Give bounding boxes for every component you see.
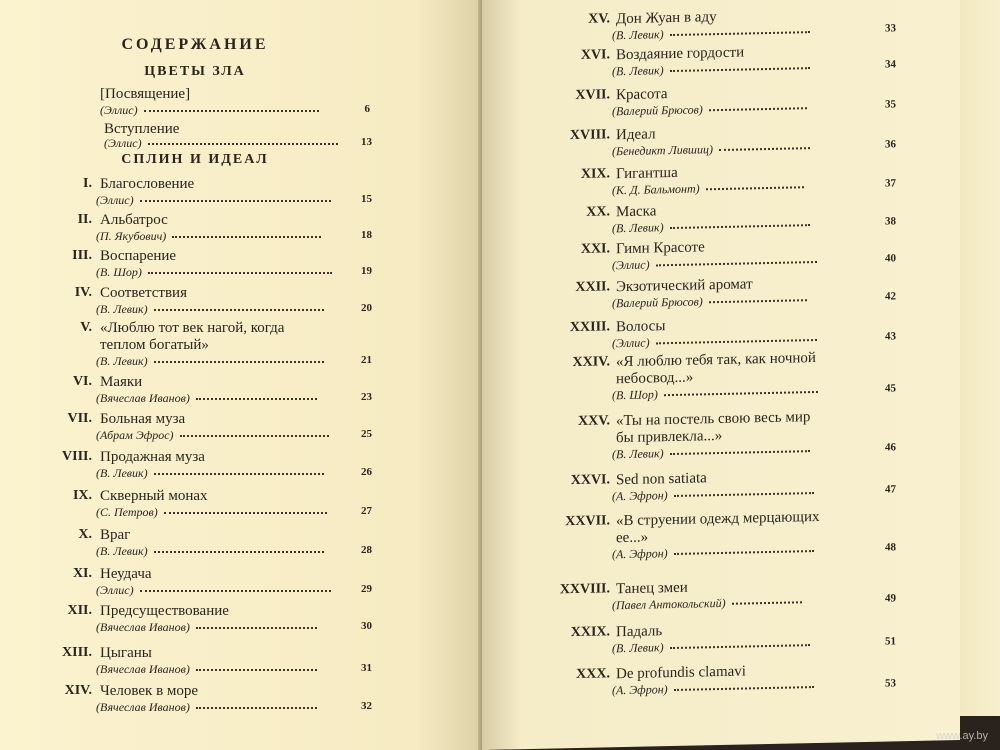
entry-page: 48 xyxy=(885,541,896,554)
section-title-spleen-ideal: СПЛИН И ИДЕАЛ xyxy=(121,152,269,167)
entry-translator: (А. Эфрон) xyxy=(612,679,814,698)
entry-translator: (Эллис) xyxy=(96,193,331,208)
entry-number: V. xyxy=(80,320,92,335)
entry-translator: (В. Шор) xyxy=(612,384,818,403)
entry-translator: (В. Левик) xyxy=(612,24,810,43)
entry-title: Воздаяние гордости xyxy=(616,44,745,64)
right-page xyxy=(482,0,960,750)
entry-title-continued: ее...» xyxy=(616,529,649,547)
entry-title: Гигантша xyxy=(616,164,678,183)
entry-title: Человек в море xyxy=(100,683,199,699)
entry-title: Дон Жуан в аду xyxy=(616,9,717,28)
entry-page: 38 xyxy=(885,215,896,228)
entry-translator: (Вячеслав Иванов) xyxy=(96,391,317,406)
entry-page: 36 xyxy=(885,138,896,151)
entry-number: XXVI. xyxy=(570,472,610,489)
entry-title: Танец змеи xyxy=(616,579,688,598)
entry-title: [Посвящение] xyxy=(100,86,191,102)
entry-page: 29 xyxy=(361,583,372,595)
entry-page: 32 xyxy=(361,700,372,712)
entry-page: 46 xyxy=(885,441,896,454)
entry-title: Альбатрос xyxy=(100,212,168,228)
entry-title: Соответствия xyxy=(100,285,187,301)
entry-page: 42 xyxy=(885,290,896,303)
entry-translator: (В. Левик) xyxy=(96,544,324,559)
entry-page: 51 xyxy=(885,635,896,648)
entry-page: 45 xyxy=(885,382,896,395)
entry-title: Идеал xyxy=(616,126,656,144)
entry-page: 47 xyxy=(885,483,896,496)
entry-translator: (В. Левик) xyxy=(612,60,810,79)
entry-number: III. xyxy=(72,248,92,263)
entry-number: XXII. xyxy=(575,279,610,296)
entry-translator: (Вячеслав Иванов) xyxy=(96,700,317,715)
entry-translator: (В. Левик) xyxy=(96,302,324,317)
entry-number: XV. xyxy=(588,11,610,27)
entry-page: 23 xyxy=(361,391,372,403)
entry-number: IX. xyxy=(72,488,92,503)
entry-title-continued: бы привлекла...» xyxy=(616,427,723,447)
entry-page: 53 xyxy=(885,677,896,690)
entry-title: Волосы xyxy=(616,318,666,336)
entry-number: XXIX. xyxy=(570,624,610,641)
entry-title: Воспарение xyxy=(100,248,177,264)
entry-page: 20 xyxy=(361,302,372,314)
entry-number: XXX. xyxy=(576,666,610,683)
entry-page: 19 xyxy=(361,265,372,277)
entry-translator: (К. Д. Бальмонт) xyxy=(612,179,804,198)
entry-page: 26 xyxy=(361,466,372,478)
entry-number: X. xyxy=(78,527,92,542)
entry-title: «Ты на постель свою весь мир xyxy=(616,409,811,430)
entry-page: 31 xyxy=(361,662,372,674)
entry-number: XVIII. xyxy=(569,127,610,144)
entry-translator: (Эллис) xyxy=(100,103,319,118)
entry-title: Sed non satiata xyxy=(616,470,707,489)
entry-title: Падаль xyxy=(616,623,663,641)
entry-title: De profundis clamavi xyxy=(616,663,746,683)
watermark: www.ay.by xyxy=(936,730,988,742)
entry-translator: (Валерий Брюсов) xyxy=(612,100,807,119)
entry-page: 6 xyxy=(364,103,370,115)
entry-title: «Я люблю тебя так, как ночной xyxy=(616,350,816,371)
entry-title-continued: теплом богатый» xyxy=(100,337,209,353)
entry-title: Скверный монах xyxy=(100,488,208,504)
entry-number: XVI. xyxy=(580,47,610,63)
entry-number: XXVIII. xyxy=(559,581,610,598)
left-page xyxy=(0,0,490,750)
entry-translator: (Эллис) xyxy=(612,254,817,273)
entry-translator: (В. Левик) xyxy=(612,217,810,236)
entry-title: Маска xyxy=(616,203,657,221)
entry-translator: (Вячеслав Иванов) xyxy=(96,620,317,635)
entry-translator: (Эллис) xyxy=(612,332,817,351)
entry-number: VII. xyxy=(67,411,92,426)
entry-title: Враг xyxy=(100,527,131,543)
entry-number: XXIV. xyxy=(572,354,610,371)
entry-number: XIII. xyxy=(62,645,92,660)
entry-page: 33 xyxy=(885,22,896,35)
entry-number: XIX. xyxy=(580,166,610,182)
entry-translator: (В. Левик) xyxy=(96,466,324,481)
entry-number: XXV. xyxy=(577,413,610,429)
entry-page: 37 xyxy=(885,177,896,190)
entry-translator: (Павел Антокольский) xyxy=(612,594,802,613)
entry-translator: (С. Петров) xyxy=(96,505,327,520)
entry-number: XXIII. xyxy=(569,319,610,336)
entry-number: II. xyxy=(77,212,92,227)
entry-page: 30 xyxy=(361,620,372,632)
entry-title: Продажная муза xyxy=(100,449,205,465)
entry-translator: (Эллис) xyxy=(104,136,338,151)
entry-title: «Люблю тот век нагой, когда xyxy=(100,320,285,336)
contents-heading: СОДЕРЖАНИЕ xyxy=(121,36,269,53)
entry-page: 49 xyxy=(885,592,896,605)
entry-number: VIII. xyxy=(62,449,92,464)
section-title-flowers-of-evil: ЦВЕТЫ ЗЛА xyxy=(144,64,246,79)
entry-translator: (Бенедикт Лившиц) xyxy=(612,140,810,159)
entry-page: 43 xyxy=(885,330,896,343)
entry-title: Благословение xyxy=(100,176,195,192)
entry-translator: (Валерий Брюсов) xyxy=(612,292,807,311)
entry-translator: (П. Якубович) xyxy=(96,229,321,244)
entry-number: XIV. xyxy=(64,683,92,698)
entry-translator: (Абрам Эфрос) xyxy=(96,428,329,443)
entry-title-continued: небосвод...» xyxy=(616,369,694,388)
entry-page: 18 xyxy=(361,229,372,241)
entry-page: 13 xyxy=(361,136,372,148)
entry-page: 25 xyxy=(361,428,372,440)
entry-title: Больная муза xyxy=(100,411,186,427)
entry-number: XXI. xyxy=(580,241,610,257)
entry-translator: (В. Левик) xyxy=(612,443,810,462)
entry-number: XXVII. xyxy=(565,513,610,530)
entry-page: 27 xyxy=(361,505,372,517)
entry-title: Маяки xyxy=(100,374,143,390)
entry-page: 21 xyxy=(361,354,372,366)
entry-number: VI. xyxy=(72,374,92,389)
entry-page: 35 xyxy=(885,98,896,111)
entry-number: IV. xyxy=(74,285,92,300)
entry-title: Неудача xyxy=(100,566,152,582)
entry-translator: (В. Левик) xyxy=(612,637,810,656)
entry-title: Экзотический аромат xyxy=(616,276,753,296)
entry-page: 34 xyxy=(885,58,896,71)
entry-title: Цыганы xyxy=(100,645,152,661)
entry-page: 40 xyxy=(885,252,896,265)
entry-title: Гимн Красоте xyxy=(616,239,705,258)
entry-title: Красота xyxy=(616,86,668,104)
entry-translator: (Вячеслав Иванов) xyxy=(96,662,317,677)
entry-page: 28 xyxy=(361,544,372,556)
entry-translator: (В. Шор) xyxy=(96,265,332,280)
entry-number: XII. xyxy=(67,603,92,618)
entry-title: «В струении одежд мерцающих xyxy=(616,508,820,530)
entry-number: XVII. xyxy=(575,87,610,104)
entry-translator: (В. Левик) xyxy=(96,354,324,369)
entry-page: 15 xyxy=(361,193,372,205)
entry-number: XI. xyxy=(72,566,92,581)
entry-translator: (А. Эфрон) xyxy=(612,543,814,562)
entry-translator: (Эллис) xyxy=(96,583,331,598)
entry-translator: (А. Эфрон) xyxy=(612,485,814,504)
entry-title: Предсуществование xyxy=(100,603,229,619)
entry-number: XX. xyxy=(586,204,610,220)
entry-title: Вступление xyxy=(104,121,180,137)
entry-number: I. xyxy=(83,176,92,191)
